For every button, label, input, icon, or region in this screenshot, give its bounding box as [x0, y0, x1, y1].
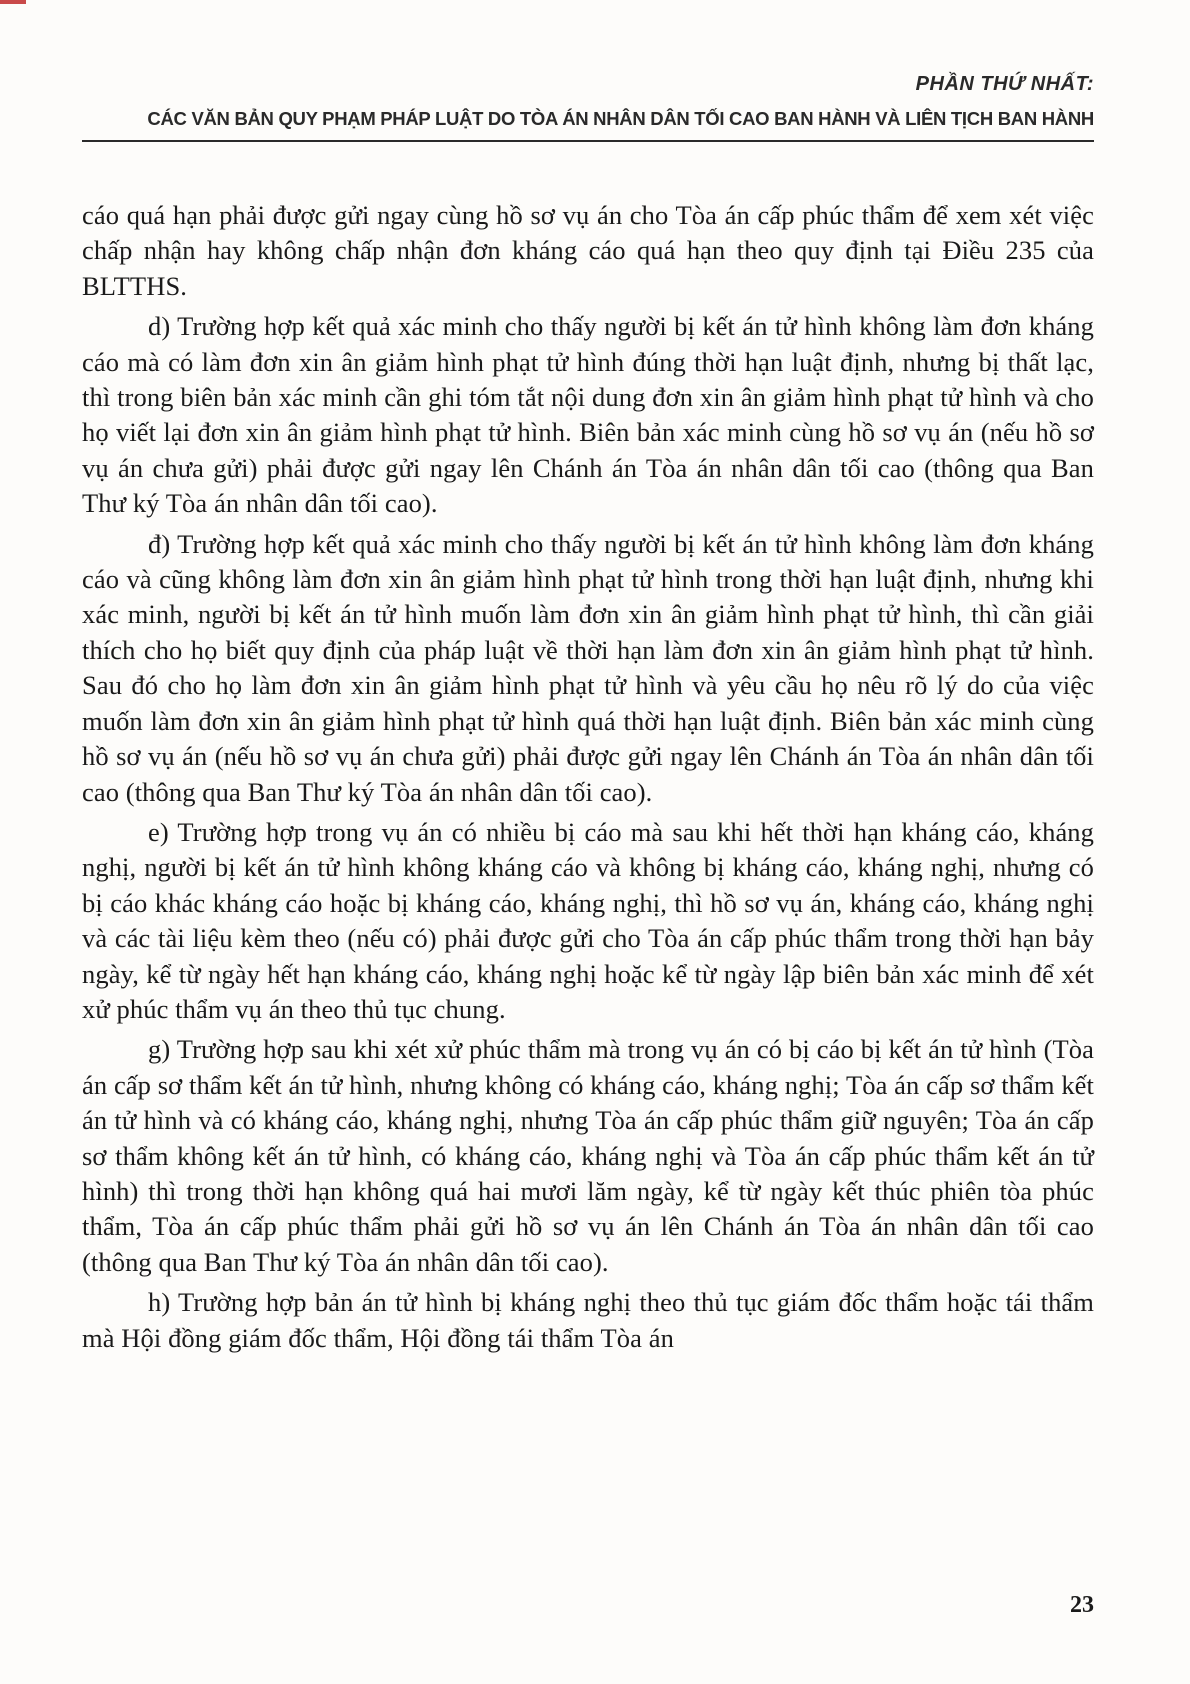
header-part: PHẦN THỨ NHẤT:	[915, 73, 1094, 95]
paragraph-continuation: cáo quá hạn phải được gửi ngay cùng hồ sơ vụ án cho Tòa án cấp phúc thẩm để xem xét việc chấp nhận hay không chấp nhận đơn kháng cáo quá hạn theo quy định tại Điều 235 của BLTTHS.	[82, 200, 1094, 301]
corner-mark	[0, 0, 26, 4]
paragraph-d: d) Trường hợp kết quả xác minh cho thấy người bị kết án tử hình không làm đơn kháng cáo mà có làm đơn xin ân giảm hình phạt tử hình đúng thời hạn luật định, nhưng bị thất lạc, thì trong biên bản xác minh cần ghi tóm tắt nội dung đơn xin ân giảm hình phạt tử hình và cho họ viết lại đơn xin ân giảm hình phạt tử hình. Biên bản xác minh cùng hồ sơ vụ án (nếu hồ sơ vụ án chưa gửi) phải được gửi ngay lên Chánh án Tòa án nhân dân tối cao (thông qua Ban Thư ký Tòa án nhân dân tối cao).	[82, 311, 1094, 519]
body-text	[82, 198, 1094, 1361]
paragraph-dd: đ) Trường hợp kết quả xác minh cho thấy người bị kết án tử hình không làm đơn kháng cáo và cũng không làm đơn xin ân giảm hình phạt tử hình trong thời hạn luật định, nhưng khi xác minh, người bị kết án tử hình muốn làm đơn xin ân giảm hình phạt tử hình, thì cần giải thích cho họ biết quy định của pháp luật về thời hạn làm đơn xin ân giảm hình phạt tử hình. Sau đó cho họ làm đơn xin ân giảm hình phạt tử hình và yêu cầu họ nêu rõ lý do của việc muốn làm đơn xin ân giảm hình phạt tử hình quá thời hạn luật định. Biên bản xác minh cùng hồ sơ vụ án (nếu hồ sơ vụ án chưa gửi) phải được gửi ngay lên Chánh án Tòa án nhân dân tối cao (thông qua Ban Thư ký Tòa án nhân dân tối cao).	[82, 528, 1094, 807]
paragraph-g: g) Trường hợp sau khi xét xử phúc thẩm mà trong vụ án có bị cáo bị kết án tử hình (Tòa án cấp sơ thẩm kết án tử hình, nhưng không có kháng cáo, kháng nghị; Tòa án cấp sơ thẩm kết án tử hình và có kháng cáo, kháng nghị, nhưng Tòa án cấp phúc thẩm giữ nguyên; Tòa án cấp sơ thẩm không kết án tử hình, có kháng cáo, kháng nghị và Tòa án cấp phúc thẩm kết án tử hình) thì trong thời hạn không quá hai mươi lăm ngày, kể từ ngày kết thúc phiên tòa phúc thẩm, Tòa án cấp phúc thẩm phải gửi hồ sơ vụ án lên Chánh án Tòa án nhân dân tối cao (thông qua Ban Thư ký Tòa án nhân dân tối cao).	[82, 1034, 1094, 1277]
paragraph-h: h) Trường hợp bản án tử hình bị kháng nghị theo thủ tục giám đốc thẩm hoặc tái thẩm mà Hội đồng giám đốc thẩm, Hội đồng tái thẩm Tòa án	[82, 1287, 1094, 1353]
paragraph-e: e) Trường hợp trong vụ án có nhiều bị cáo mà sau khi hết thời hạn kháng cáo, kháng nghị, người bị kết án tử hình không kháng cáo và không bị kháng cáo, kháng nghị, nhưng có bị cáo khác kháng cáo hoặc bị kháng cáo, kháng nghị, thì hồ sơ vụ án, kháng cáo, kháng nghị và các tài liệu kèm theo (nếu có) phải được gửi cho Tòa án cấp phúc thẩm trong thời hạn bảy ngày, kể từ ngày hết hạn kháng cáo, kháng nghị hoặc kể từ ngày lập biên bản xác minh để xét xử phúc thẩm vụ án theo thủ tục chung.	[82, 816, 1094, 1024]
running-header	[82, 70, 1094, 134]
header-rule	[82, 140, 1094, 142]
header-title: CÁC VĂN BẢN QUY PHẠM PHÁP LUẬT DO TÒA ÁN NHÂN DÂN TỐI CAO BAN HÀNH VÀ LIÊN TỊCH BAN HÀNH	[147, 108, 1094, 129]
page-number: 23	[1070, 1592, 1094, 1618]
